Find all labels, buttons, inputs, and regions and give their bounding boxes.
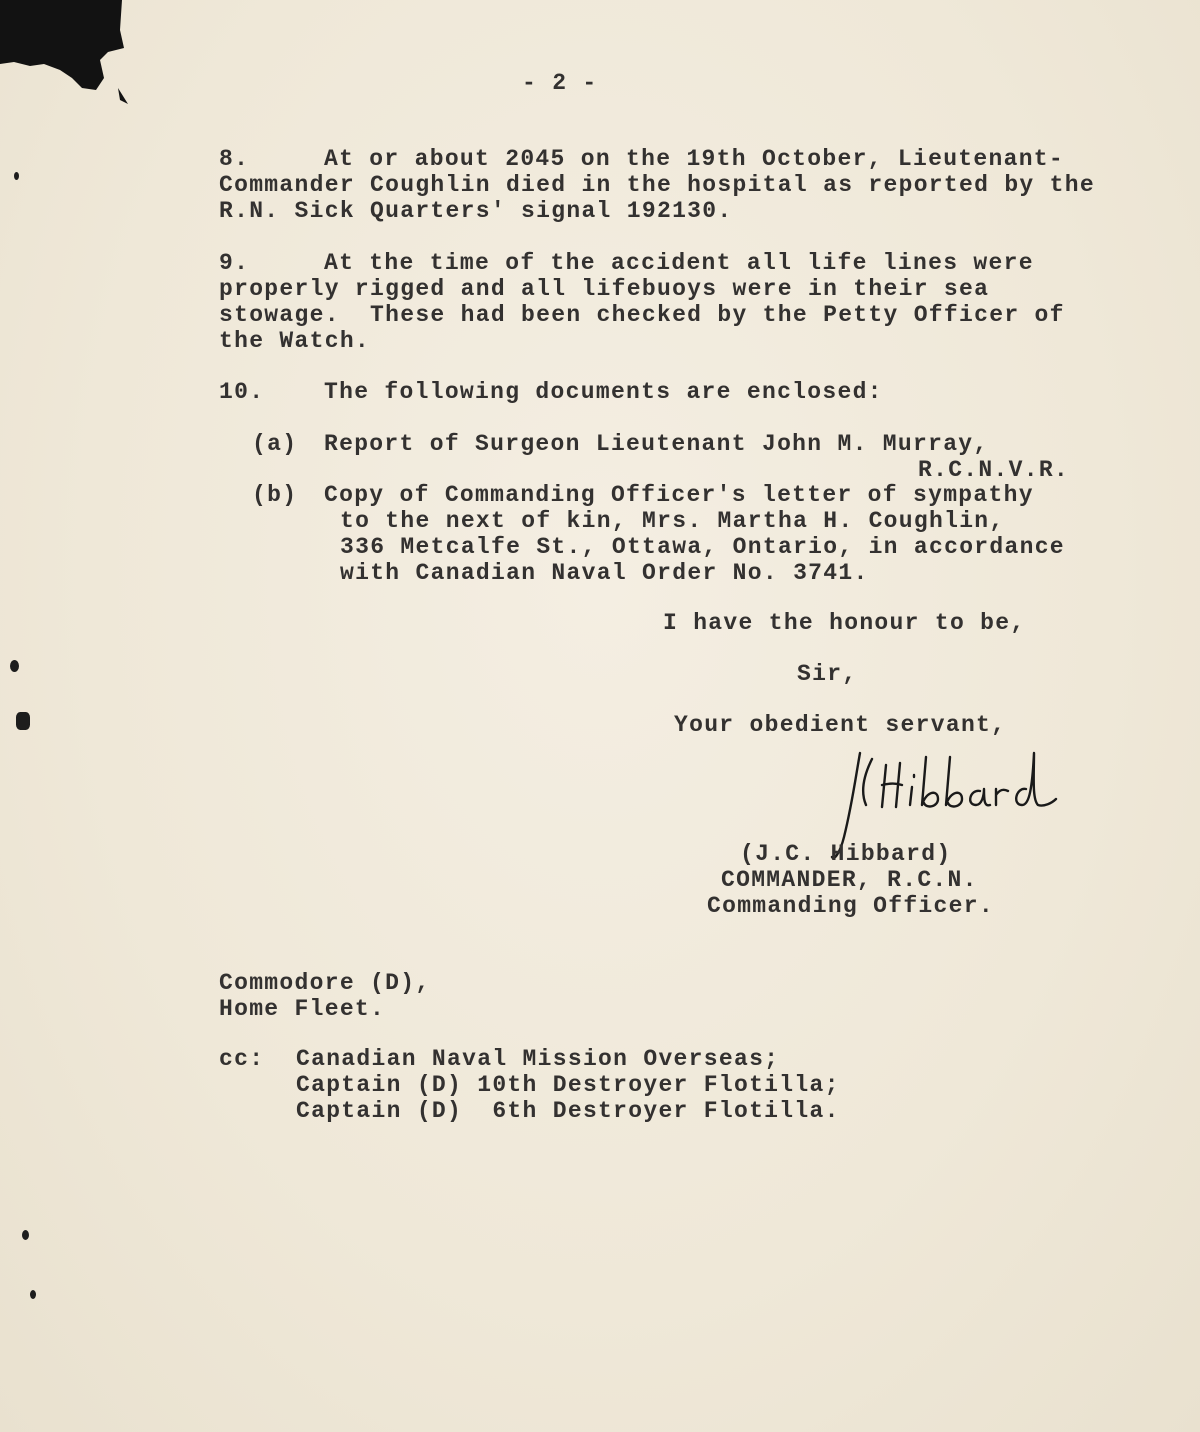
enclosure-line: Copy of Commanding Officer's letter of sympathy [324,482,1034,508]
paragraph-number: 8. [219,146,250,172]
ink-speck [16,712,30,730]
enclosure-line: 336 Metcalfe St., Ottawa, Ontario, in accordance [340,534,1065,560]
enclosure-label: (a) [252,431,298,457]
ink-speck [30,1290,36,1299]
enclosure-line: with Canadian Naval Order No. 3741. [340,560,869,586]
cc-label: cc: [219,1046,265,1072]
paragraph-number: 10. [219,379,265,405]
addressee-line: Home Fleet. [219,996,386,1022]
page-number: - 2 - [522,70,598,96]
paragraph-line: stowage. These had been checked by the Petty Officer of [219,302,1065,328]
addressee-line: Commodore (D), [219,970,431,996]
cc-line: Captain (D) 10th Destroyer Flotilla; [296,1072,840,1098]
ink-speck [10,660,19,672]
paragraph-line: At or about 2045 on the 19th October, Lieutenant- [324,146,1065,172]
paragraph-line: R.N. Sick Quarters' signal 192130. [219,198,733,224]
paragraph-line: Commander Coughlin died in the hospital as reported by the [219,172,1095,198]
cc-line: Captain (D) 6th Destroyer Flotilla. [296,1098,840,1124]
closing-line: Your obedient servant, [674,712,1007,738]
ink-speck [22,1230,29,1240]
paragraph-line: properly rigged and all lifebuoys were in their sea [219,276,990,302]
enclosure-label: (b) [252,482,298,508]
cc-line: Canadian Naval Mission Overseas; [296,1046,780,1072]
torn-corner [0,0,130,110]
enclosure-line: Report of Surgeon Lieutenant John M. Murray, [324,431,989,457]
enclosure-line: R.C.N.V.R. [918,457,1070,483]
enclosure-line: to the next of kin, Mrs. Martha H. Coughlin, [340,508,1005,534]
paragraph-number: 9. [219,250,250,276]
signatory-rank: COMMANDER, R.C.N. [721,867,978,893]
signatory-name: (J.C. Hibbard) [740,841,952,867]
paragraph-line: the Watch. [219,328,371,354]
paragraph-line: The following documents are enclosed: [324,379,883,405]
ink-speck [14,172,19,180]
paragraph-line: At the time of the accident all life lines were [324,250,1034,276]
signatory-title: Commanding Officer. [707,893,994,919]
closing-line: I have the honour to be, [663,610,1026,636]
closing-salutation: Sir, [797,661,858,687]
